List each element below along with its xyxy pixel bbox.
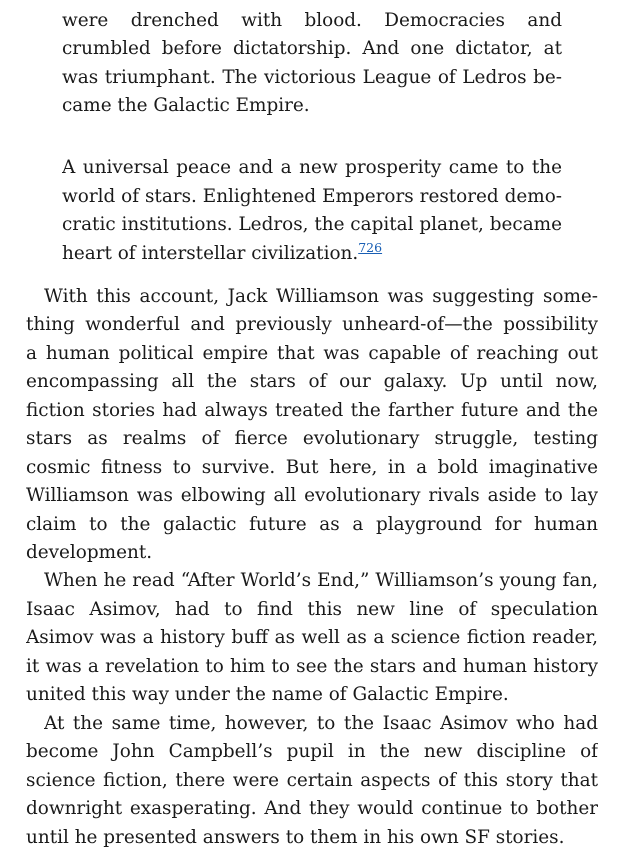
text-line: stars as realms of fierce evolutionary struggle, testing bbox=[26, 428, 598, 449]
text-line: fiction stories had always treated the farther future and the bbox=[26, 400, 598, 421]
footnote-link[interactable]: 726 bbox=[358, 240, 383, 255]
text-line: science fiction, there were certain aspects of this story that bbox=[26, 770, 598, 791]
text-line: claim to the galactic future as a playground for human bbox=[26, 514, 598, 535]
text-line: thing wonderful and previously unheard-of—the possibility bbox=[26, 314, 598, 335]
text-line: downright exasperating. And they would continue to bother bbox=[26, 798, 598, 819]
text-line: it was a revelation to him to see the stars and human history bbox=[26, 656, 598, 677]
text-line: Isaac Asimov, had to find this new line of speculation bbox=[26, 599, 598, 620]
text-line: cratic institutions. Ledros, the capital planet, became bbox=[62, 214, 562, 235]
text-line: crumbled before dictatorship. And one dictator, at bbox=[62, 38, 562, 59]
text-line: united this way under the name of Galactic Empire. bbox=[26, 684, 509, 705]
text-line: With this account, Jack Williamson was suggesting some- bbox=[44, 286, 598, 307]
text-line: until he presented answers to them in his own SF stories. bbox=[26, 827, 565, 848]
text-line: was triumphant. The victorious League of Ledros be- bbox=[62, 67, 562, 88]
text-line: world of stars. Enlightened Emperors restored demo- bbox=[62, 186, 562, 207]
text-line: become John Campbell’s pupil in the new discipline of bbox=[26, 741, 598, 762]
text-line: came the Galactic Empire. bbox=[62, 95, 310, 116]
text-line bbox=[62, 240, 562, 268]
text-line: a human political empire that was capable of reaching out bbox=[26, 343, 598, 364]
text-line: When he read “After World’s End,” Williamson’s young fan, bbox=[44, 570, 598, 591]
text-line: cosmic fitness to survive. But here, in a bold imaginative bbox=[26, 457, 598, 478]
text-line: A universal peace and a new prosperity came to the bbox=[62, 157, 562, 178]
text-line: Asimov was a history buff as well as a science fiction reader, bbox=[26, 627, 598, 648]
text-line: encompassing all the stars of our galaxy. Up until now, bbox=[26, 371, 598, 392]
text-line: Williamson was elbowing all evolutionary rivals aside to lay bbox=[26, 485, 598, 506]
text-line: At the same time, however, to the Isaac Asimov who had bbox=[44, 713, 598, 734]
text-line: were drenched with blood. Democracies and bbox=[62, 10, 562, 31]
text-line: development. bbox=[26, 542, 153, 563]
text-line-content: heart of interstellar civilization. bbox=[62, 243, 359, 264]
